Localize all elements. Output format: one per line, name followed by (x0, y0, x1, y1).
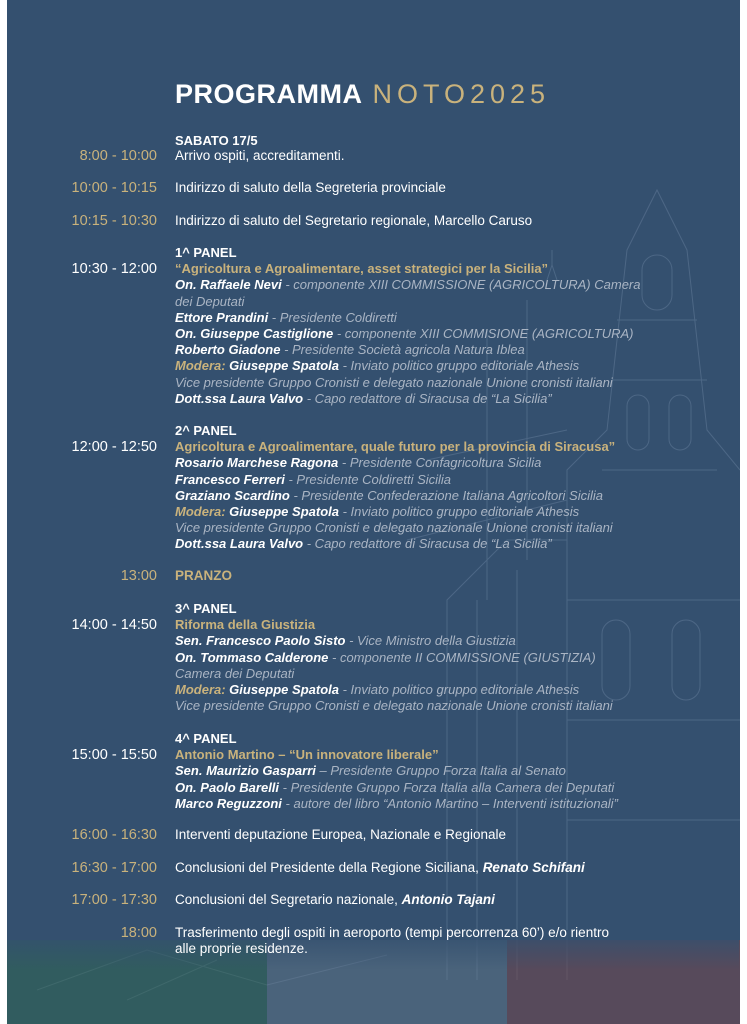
speaker-line (175, 277, 735, 293)
moderator-name: Giuseppe Spatola (225, 358, 339, 374)
speaker-line (175, 342, 735, 358)
speaker-line (175, 472, 735, 488)
schedule-text: Interventi deputazione Europea, Nazionale e Regionale (175, 827, 506, 842)
speaker-role: - Presidente Società agricola Natura Iblea (280, 342, 525, 358)
speaker-line (175, 763, 735, 779)
speaker-name: On. Tommaso Calderone (175, 649, 329, 665)
speaker-name: On. Giuseppe Castiglione (175, 326, 334, 342)
moderator-role-2: Vice presidente Gruppo Cronisti e delegato nazionale Unione cronisti italiani (175, 698, 613, 714)
schedule-text: Conclusioni del Segretario nazionale, (175, 892, 402, 907)
schedule-time: 13:00 (120, 568, 157, 584)
panel-time: 10:30 - 12:00 (71, 261, 157, 277)
panel-time: 12:00 - 12:50 (71, 439, 157, 455)
moderator-role-2: Vice presidente Gruppo Cronisti e delegato nazionale Unione cronisti italiani (175, 374, 613, 390)
moderator-label: Modera: (175, 504, 226, 520)
moderator-name: Giuseppe Spatola (225, 504, 339, 520)
schedule-highlight: Antonio Tajani (401, 892, 495, 907)
speaker-name: Sen. Maurizio Gasparri (175, 763, 316, 779)
speaker-role: - Vice Ministro della Giustizia (345, 633, 516, 649)
speaker-name: Marco Reguzzoni (175, 795, 282, 811)
page-title (175, 74, 550, 111)
speaker-role: - Capo redattore di Siracusa de “La Sicilia” (303, 390, 552, 406)
panel-label: 4^ PANEL (175, 731, 237, 746)
schedule-time: 8:00 - 10:00 (79, 148, 157, 164)
speaker-name: Sen. Francesco Paolo Sisto (175, 633, 346, 649)
moderator-role: - Inviato politico gruppo editoriale Athesis (338, 358, 580, 374)
speaker-name: Dott.ssa Laura Valvo (175, 390, 304, 406)
speaker-role: - Presidente Confagricoltura Sicilia (338, 455, 542, 471)
moderator-name: Giuseppe Spatola (225, 682, 339, 698)
title-programma: PROGRAMMA (175, 79, 363, 109)
speaker-line (175, 488, 735, 504)
panel-title: “Agricoltura e Agroalimentare, asset strategici per la Sicilia” (175, 261, 549, 277)
speaker-name: On. Raffaele Nevi (175, 277, 282, 293)
schedule-text: Indirizzo di saluto del Segretario regionale, Marcello Caruso (175, 213, 533, 228)
schedule-time: 18:00 (120, 925, 157, 941)
speaker-role: - componente XIII COMMISIONE (AGRICOLTURA) (333, 326, 634, 342)
schedule-time: 17:00 - 17:30 (71, 892, 157, 908)
schedule-text: Conclusioni del Presidente della Regione Siciliana, (175, 860, 483, 875)
moderator-line (175, 682, 735, 698)
speaker-role: - componente II COMMISSIONE (GIUSTIZIA) (328, 649, 596, 665)
speaker-line (175, 536, 735, 552)
speaker-line (175, 633, 735, 649)
lunch-label: PRANZO (175, 568, 232, 583)
speaker-line (175, 455, 735, 471)
schedule-highlight: Renato Schifani (482, 860, 585, 875)
speaker-line (175, 780, 735, 796)
panel-title: Riforma della Giustizia (175, 617, 316, 633)
speaker-role: - componente XIII COMMISSIONE (AGRICOLTURA) Camera (281, 277, 641, 293)
speaker-role: Camera dei Deputati (175, 665, 295, 681)
panel-label: 2^ PANEL (175, 423, 237, 438)
schedule-time: 10:00 - 10:15 (71, 180, 157, 196)
speaker-role: - Presidente Gruppo Forza Italia alla Camera dei Deputati (279, 779, 615, 795)
panel-title: Agricoltura e Agroalimentare, quale futuro per la provincia di Siracusa” (175, 439, 616, 455)
speaker-line (175, 650, 735, 666)
speaker-line (175, 310, 735, 326)
speaker-name: Dott.ssa Laura Valvo (175, 536, 304, 552)
schedule-text: Trasferimento degli ospiti in aeroporto (tempi percorrenza 60’) e/o rientro (175, 925, 609, 940)
speaker-line (175, 326, 735, 342)
speaker-role: – Presidente Gruppo Forza Italia al Senato (315, 763, 566, 779)
moderator-role-2: Vice presidente Gruppo Cronisti e delegato nazionale Unione cronisti italiani (175, 520, 613, 536)
schedule-time: 10:15 - 10:30 (71, 213, 157, 229)
speaker-role: - Capo redattore di Siracusa de “La Sicilia” (303, 536, 552, 552)
day-label: SABATO 17/5 (175, 133, 258, 148)
speaker-line (175, 294, 735, 310)
title-noto2025: NOTO2025 (372, 79, 551, 109)
speaker-name: Roberto Giadone (175, 342, 281, 358)
schedule-time: 16:30 - 17:00 (71, 860, 157, 876)
program-page (7, 0, 740, 1024)
speaker-role: - autore del libro “Antonio Martino – Interventi istituzionali” (281, 795, 618, 811)
panel-label: 1^ PANEL (175, 245, 237, 260)
moderator-label: Modera: (175, 358, 226, 374)
moderator-line (175, 504, 735, 520)
speaker-line (175, 666, 735, 682)
schedule-text-line (175, 892, 735, 908)
schedule-text: Indirizzo di saluto della Segreteria provinciale (175, 180, 446, 195)
panel-title: Antonio Martino – “Un innovatore liberale” (175, 747, 439, 763)
speaker-name: Ettore Prandini (175, 309, 269, 325)
moderator-label: Modera: (175, 682, 226, 698)
speaker-role: - Presidente Coldiretti Sicilia (284, 471, 452, 487)
speaker-role: dei Deputati (175, 293, 245, 309)
panel-label: 3^ PANEL (175, 601, 237, 616)
moderator-line (175, 358, 735, 374)
schedule-text-line (175, 860, 735, 876)
speaker-line (175, 391, 735, 407)
speaker-role: - Presidente Coldiretti (268, 309, 397, 325)
speaker-name: Rosario Marchese Ragona (175, 455, 339, 471)
moderator-role: - Inviato politico gruppo editoriale Athesis (338, 504, 580, 520)
moderator-role: - Inviato politico gruppo editoriale Athesis (338, 682, 580, 698)
panel-time: 14:00 - 14:50 (71, 617, 157, 633)
speaker-role: - Presidente Confederazione Italiana Agricoltori Sicilia (289, 487, 603, 503)
speaker-name: On. Paolo Barelli (175, 779, 280, 795)
schedule-text-2: alle proprie residenze. (175, 941, 308, 957)
panel-time: 15:00 - 15:50 (71, 747, 157, 763)
speaker-name: Graziano Scardino (175, 487, 290, 503)
schedule-time: 16:00 - 16:30 (71, 827, 157, 843)
schedule-text: Arrivo ospiti, accreditamenti. (175, 148, 345, 163)
speaker-line (175, 796, 735, 812)
speaker-name: Francesco Ferreri (175, 471, 285, 487)
